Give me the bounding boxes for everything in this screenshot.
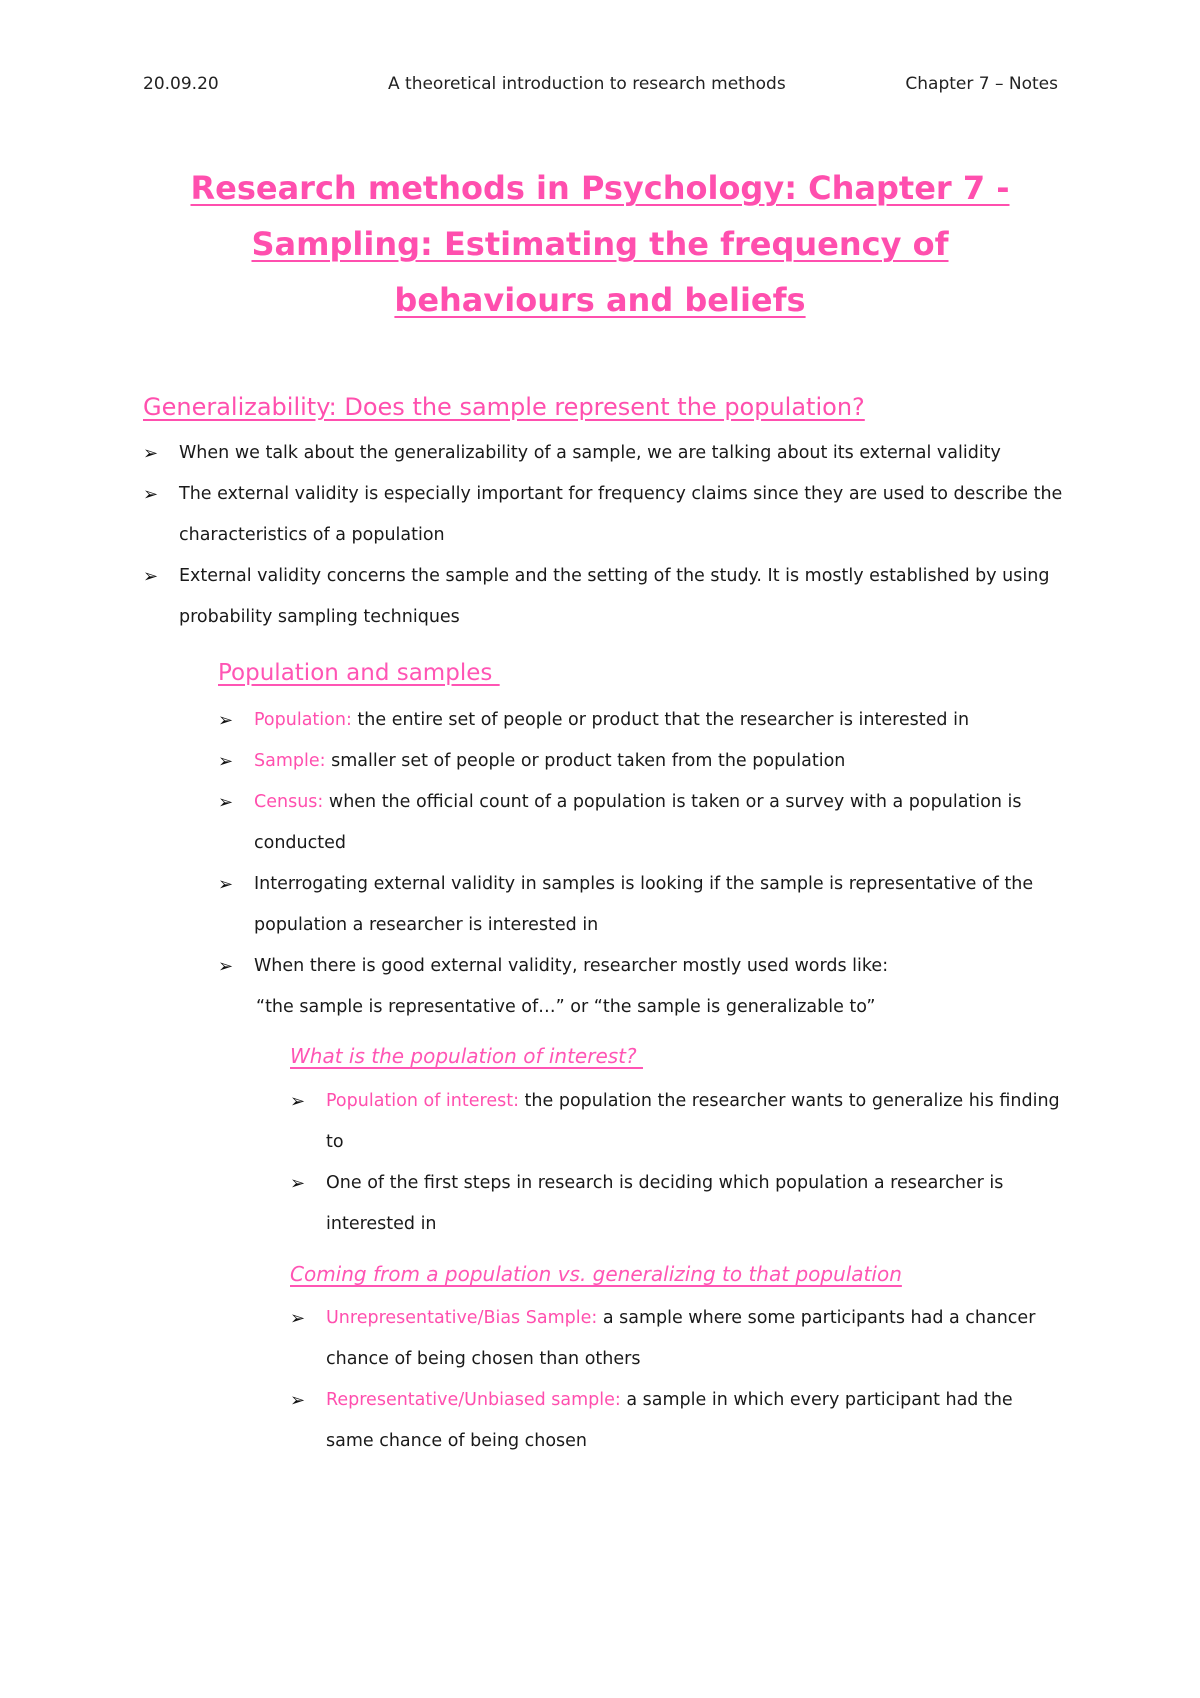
list-item	[218, 741, 1063, 782]
term-definition: a sample where some participants had a chancer chance of being chosen than others	[326, 1308, 1036, 1369]
generalizability-list	[143, 433, 1063, 638]
document-title	[160, 160, 1040, 328]
list-item-text: When there is good external validity, researcher mostly used words like:	[254, 956, 889, 976]
list-item	[218, 700, 1063, 741]
page-header	[143, 74, 1058, 98]
section-heading-generalizability: Generalizability: Does the sample represent the population?	[143, 393, 865, 421]
population-of-interest-list	[290, 1081, 1063, 1245]
term-definition: the entire set of people or product that the researcher is interested in	[351, 710, 970, 730]
subsection-heading-population-of-interest: What is the population of interest?	[290, 1044, 643, 1068]
arrow-bullet-icon: ➢	[143, 566, 159, 587]
term-definition: a sample in which every participant had the same chance of being chosen	[326, 1390, 1013, 1451]
header-date: 20.09.20	[143, 74, 219, 94]
title-line-3: behaviours and beliefs	[394, 281, 806, 319]
list-item	[218, 946, 1063, 1028]
term-label: Population:	[254, 710, 352, 730]
subsection-heading-coming-from-population: Coming from a population vs. generalizing to that population	[290, 1262, 902, 1286]
header-course-title: A theoretical introduction to research methods	[388, 74, 786, 94]
arrow-bullet-icon: ➢	[143, 443, 159, 464]
list-item-text: One of the first steps in research is deciding which population a researcher is interested in	[326, 1173, 1004, 1234]
arrow-bullet-icon: ➢	[218, 874, 234, 895]
arrow-bullet-icon: ➢	[218, 751, 234, 772]
arrow-bullet-icon: ➢	[290, 1390, 306, 1411]
population-samples-list	[218, 700, 1063, 1028]
term-label: Population of interest:	[326, 1091, 519, 1111]
representative-sample-list	[290, 1298, 1063, 1462]
list-item	[290, 1298, 1063, 1380]
section-heading-population-and-samples: Population and samples	[218, 660, 500, 686]
arrow-bullet-icon: ➢	[290, 1308, 306, 1329]
list-item	[218, 782, 1063, 864]
arrow-bullet-icon: ➢	[218, 956, 234, 977]
title-line-2: Sampling: Estimating the frequency of	[251, 225, 949, 263]
arrow-bullet-icon: ➢	[290, 1091, 306, 1112]
term-definition: smaller set of people or product taken from the population	[325, 751, 846, 771]
arrow-bullet-icon: ➢	[218, 710, 234, 731]
list-item	[290, 1163, 1063, 1245]
arrow-bullet-icon: ➢	[218, 792, 234, 813]
list-item	[218, 864, 1063, 946]
list-item	[143, 556, 1063, 638]
list-item	[143, 474, 1063, 556]
term-label: Sample:	[254, 751, 326, 771]
term-label: Unrepresentative/Bias Sample:	[326, 1308, 598, 1328]
arrow-bullet-icon: ➢	[290, 1173, 306, 1194]
term-label: Census:	[254, 792, 324, 812]
list-item-text: Interrogating external validity in samples is looking if the sample is representative of the population a researcher is interested in	[254, 874, 1034, 935]
example-quote: “the sample is representative of…” or “the sample is generalizable to”	[256, 997, 876, 1017]
list-item-text: External validity concerns the sample and the setting of the study. It is mostly established by using probability sampling techniques	[179, 566, 1050, 627]
list-item-text: When we talk about the generalizability of a sample, we are talking about its external validity	[179, 443, 1001, 463]
list-item	[290, 1380, 1063, 1462]
header-chapter: Chapter 7 – Notes	[905, 74, 1058, 94]
list-item-text: The external validity is especially important for frequency claims since they are used to describe the characteristics of a population	[179, 484, 1063, 545]
arrow-bullet-icon: ➢	[143, 484, 159, 505]
list-item	[143, 433, 1063, 474]
title-line-1: Research methods in Psychology: Chapter 7 -	[190, 169, 1010, 207]
list-item	[290, 1081, 1063, 1163]
term-definition: the population the researcher wants to generalize his finding to	[326, 1091, 1060, 1152]
term-label: Representative/Unbiased sample:	[326, 1390, 621, 1410]
term-definition: when the official count of a population is taken or a survey with a population is conducted	[254, 792, 1022, 853]
